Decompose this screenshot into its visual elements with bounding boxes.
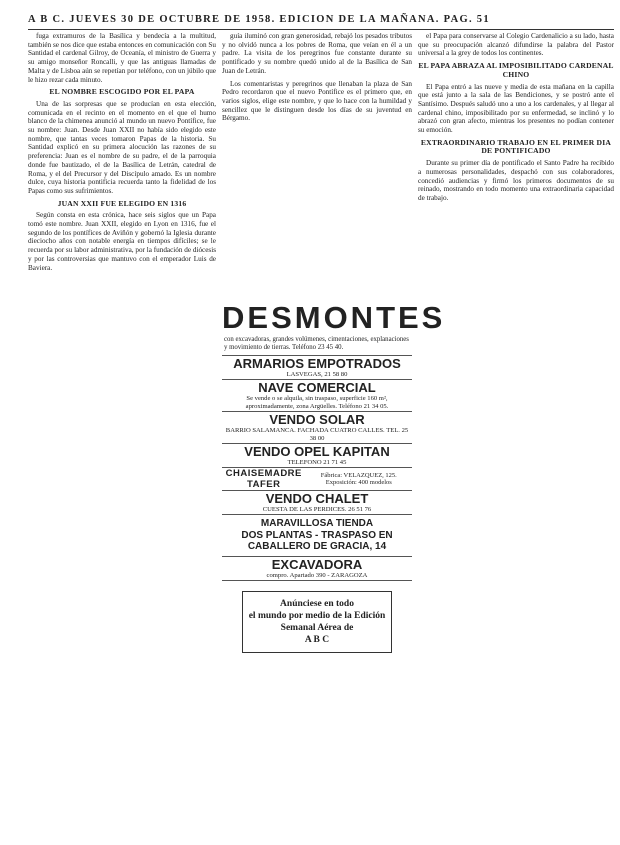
section-heading: EXTRAORDINARIO TRABAJO EN EL PRIMER DIA DE PONTIFICADO	[420, 137, 612, 156]
ad-line: DOS PLANTAS - TRASPASO EN	[241, 529, 393, 541]
ad-armarios	[222, 356, 412, 380]
paragraph: Los comentaristas y peregrinos que llenaban la plaza de San Pedro recordaron que el nuevo Pontífice es el primero que, en varios siglos, elige este nombre, y que lo hace con la humildad y sencillez que le distinguen desde los días de su juventud en Bérgamo.	[222, 79, 412, 123]
ad-text: TELEFONO 21 71 45	[287, 459, 347, 466]
ad-title: DESMONTES	[222, 300, 446, 335]
ad-abc-edicion	[242, 591, 392, 653]
ad-excavadora	[222, 557, 412, 581]
ad-line: CABALLERO DE GRACIA, 14	[247, 541, 387, 552]
ad-text: con excavadoras, grandes volúmenes, cimentaciones, explanaciones y movimiento de tierras. Teléfono 23 45 40.	[224, 336, 409, 351]
middle-column	[222, 32, 412, 127]
ad-brand: CHAISEMADRE TAFER	[225, 468, 302, 490]
paragraph: Durante su primer día de pontificado el Santo Padre ha recibido a numerosas personalidades, despachó con sus colaboradores, concedió audiencias y firmó los primeros documentos de su reinado, mostrando en todo momento una extraordinaria capacidad de trabajo.	[418, 159, 614, 202]
ad-opel	[222, 444, 412, 468]
ad-title: VENDO CHALET	[265, 491, 369, 506]
header-rule	[28, 29, 614, 30]
right-column	[418, 32, 614, 207]
ad-text: LASVEGAS, 21 58 80	[286, 371, 348, 378]
ad-tienda	[222, 515, 412, 557]
section-heading: EL PAPA ABRAZA AL IMPOSIBILITADO CARDENAL CHINO	[418, 61, 614, 79]
section-heading: JUAN XXII FUE ELEGIDO EN 1316	[57, 198, 187, 208]
ad-text: compro. Apartado 390 - ZARAGOZA	[266, 571, 368, 579]
ad-solar	[222, 412, 412, 444]
ad-title: ARMARIOS EMPOTRADOS	[233, 356, 401, 371]
ad-text: BARRIO SALAMANCA. FACHADA CUATRO CALLES. TEL. 25 38 00	[225, 427, 409, 442]
ad-title: NAVE COMERCIAL	[258, 380, 376, 395]
ad-title: VENDO SOLAR	[269, 412, 365, 427]
ad-line: Semanal Aérea de	[280, 622, 354, 633]
ad-line: MARAVILLOSA TIENDA	[260, 518, 374, 529]
paragraph: El Papa entró a las nueve y media de esta mañana en la capilla que está junto a la sala de las Bendiciones, y se postró ante el Santísimo. Después saludó uno a uno a los cardenales, y al llegar al cardenal chino, imposibilitado por su enfermedad, se inclinó y lo abrazó con gran afecto, mientras los presentes no podían contener su emoción.	[418, 82, 614, 135]
ad-chalet	[222, 491, 412, 515]
page-header: A B C. JUEVES 30 DE OCTUBRE DE 1958. EDICION DE LA MAÑANA. PAG. 51	[28, 14, 490, 25]
ad-line: A B C	[304, 634, 330, 645]
ad-line: el mundo por medio de la Edición	[248, 610, 386, 621]
section-heading: EL NOMBRE ESCOGIDO POR EL PAPA	[49, 87, 195, 97]
ad-text: CUESTA DE LAS PERDICES. 26 51 76	[262, 506, 372, 513]
left-column	[28, 32, 216, 276]
paragraph: Según consta en esta crónica, hace seis siglos que un Papa tomó este nombre. Juan XXII, elegido en Lyon en 1316, fue el segundo de los pontífices de Aviñón y gobernó la Iglesia durante dieciocho años con notable energía en tiempos difíciles; se le recuerda por su labor administrativa, por la fundación de diócesis y por las controversias que mantuvo con el emperador Luis de Baviera.	[28, 211, 217, 272]
ad-desmontes	[222, 300, 446, 356]
ad-text: Se vende o se alquila, sin traspaso, superficie 160 m², aproximadamente, zona Argüelles. Teléfono 21 34 05.	[245, 395, 389, 410]
classified-ads	[222, 300, 446, 653]
ad-text: Fábrica: VELAZQUEZ, 125. Exposición: 400 modelos	[320, 472, 397, 486]
ad-line: Anúnciese en todo	[280, 598, 354, 609]
paragraph: fuga extramuros de la Basílica y bendecía a la multitud, también se nos dice que estaba entonces en comunicación con Su Santidad el cardenal Gilroy, de Oceanía, el ministro de Guerra y su amigo monseñor Roncalli, y que las antiguas llamadas de Malta y de Lisboa aún se repetían por teléfono, con un júbilo que le hizo rezar cada minuto.	[28, 32, 216, 84]
paragraph: guía iluminó con gran generosidad, rebajó los pesados tributos y no olvidó nunca a los pobres de Roma, que veían en él a un padre. La visita de los peregrinos fue constante durante su pontificado y su nombre quedó unido al de la Basílica de San Juan de Letrán.	[222, 32, 412, 75]
paragraph: el Papa para conservarse al Colegio Cardenalicio a su lado, hasta que su preocupación alcanzó difundirse la palabra del Pastor universal a la grey de todos los continentes.	[418, 32, 614, 58]
ad-title: VENDO OPEL KAPITAN	[244, 444, 390, 459]
paragraph: Una de las sorpresas que se producían en esta elección, comunicada en el recinto en el momento en el que el humo blanco de la chimenea anunció al mundo un nuevo Pontífice, fue su nombre: Juan. Desde Juan XXII no había sido elegido este nombre, que tantas veces tomaron Papas de la historia. Su Santidad explicó en su primera alocución las razones de su preferencia: Juan es el nombre de su padre, el de la parroquia donde fue bautizado, el de la Basílica de Letrán, catedral de Roma, y el del Precursor y del Discípulo amado. Es un nombre dulce, cuya historia pontificia recuerda tanto la fidelidad de los Papas como sus sufrimientos.	[28, 99, 216, 195]
ad-title: EXCAVADORA	[271, 556, 363, 572]
ad-nave-comercial	[222, 380, 412, 412]
ad-chaise	[222, 468, 412, 491]
